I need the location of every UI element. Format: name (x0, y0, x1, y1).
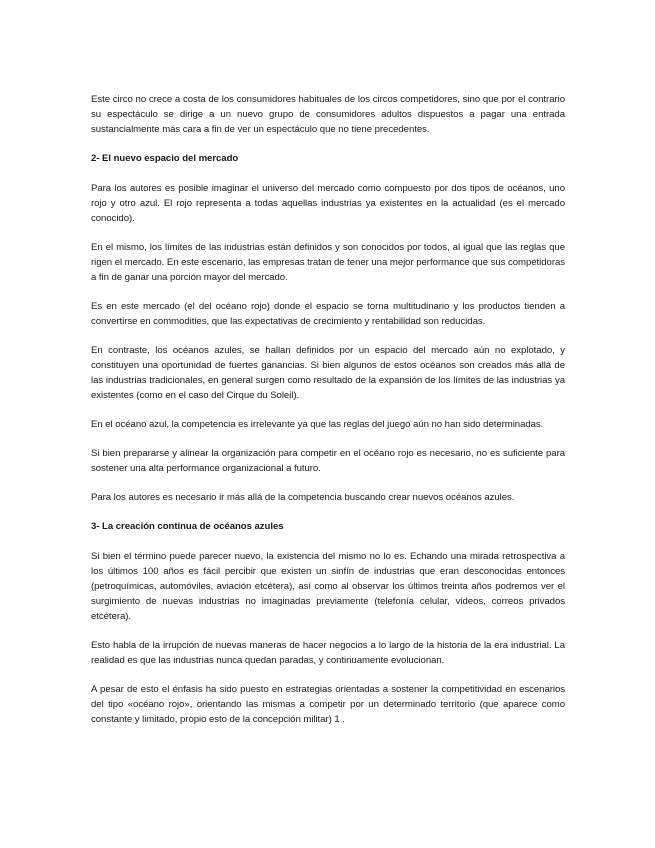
document-page (91, 92, 565, 741)
paragraph: A pesar de esto el énfasis ha sido puesto en estrategias orientadas a sostener la competitividad en escenarios del tipo «océano rojo», orientando las mismas a competir por un determinado territorio (que aparece como constante y limitado, propio esto de la concepción militar) 1 . (91, 684, 565, 725)
section-heading-3: 3- La creación continua de océanos azules (91, 521, 284, 532)
paragraph: Para los autores es necesario ir más allá de la competencia buscando crear nuevos océanos azules. (91, 492, 515, 503)
paragraph: En el mismo, los límites de las industrias están definidos y son conocidos por todos, al igual que las reglas que rigen el mercado. En este escenario, las empresas tratan de tener una mejor performance que sus competidoras a fin de ganar una porción mayor del mercado. (91, 242, 566, 283)
paragraph: Esto habla de la irrupción de nuevas maneras de hacer negocios a lo largo de la historia de la era industrial. La realidad es que las industrias nunca quedan paradas, y continuamente evolucionan. (91, 640, 565, 666)
paragraph: Este circo no crece a costa de los consumidores habituales de los circos competidores, sino que por el contrario su espectáculo se dirige a un nuevo grupo de consumidores adultos dispuestos a pagar una entrada sustancialmente más cara a fin de ver un espectáculo que no tiene precedentes. (91, 94, 565, 135)
paragraph: En contraste, los océanos azules, se hallan definidos por un espacio del mercado aún no explotado, y constituyen una oportunidad de fuertes ganancias. Si bien algunos de estos océanos son creados más allá de las industrias tradicionales, en general surgen como resultado de la expansión de los límites de las industrias ya existentes (como en el caso del Cirque du Soleil). (91, 345, 565, 401)
section-heading-2: 2- El nuevo espacio del mercado (91, 153, 239, 164)
paragraph: Si bien el término puede parecer nuevo, la existencia del mismo no lo es. Echando una mirada retrospectiva a los últimos 100 años es fácil percibir que existen un sinfín de industrias que eran desconocidas entonces (petroquímicas, automóviles, aviación etcétera), así como al observar los últimos treinta años podremos ver el surgimiento de nuevas industrias no imaginadas previamente (telefonía celular, videos, correos privados etcétera). (91, 551, 565, 622)
paragraph: Para los autores es posible imaginar el universo del mercado como compuesto por dos tipos de océanos, uno rojo y otro azul. El rojo representa a todas aquellas industrias ya existentes en la actualidad (es el mercado conocido). (91, 183, 565, 224)
paragraph: Es en este mercado (el del océano rojo) donde el espacio se torna multitudinario y los productos tienden a convertirse en commodities, que las expectativas de crecimiento y rentabilidad son reducidas. (91, 301, 565, 327)
paragraph: En el océano azul, la competencia es irrelevante ya que las reglas del juego aún no han sido determinadas. (91, 419, 544, 430)
paragraph: Si bien prepararse y alinear la organización para competir en el océano rojo es necesario, no es suficiente para sostener una alta performance organizacional a futuro. (91, 448, 565, 474)
